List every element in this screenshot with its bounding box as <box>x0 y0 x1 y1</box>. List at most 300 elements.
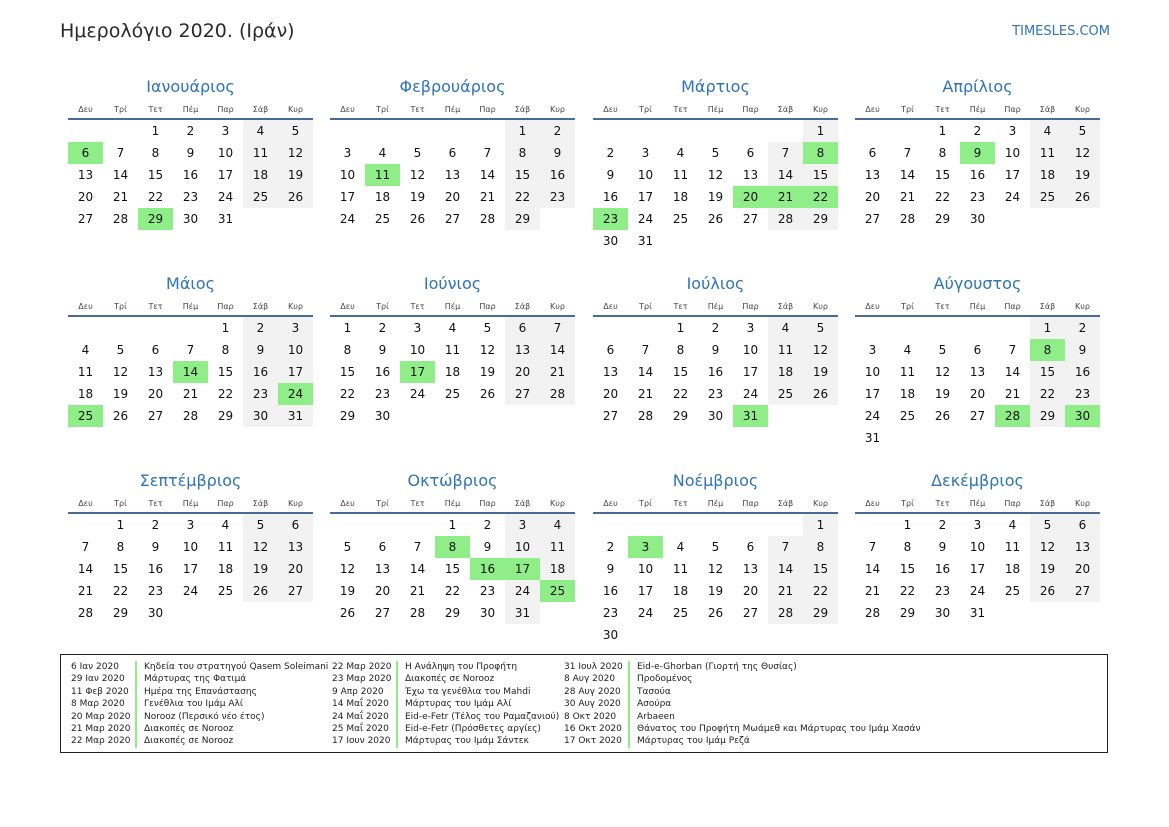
day-cell: 24 <box>409 387 426 401</box>
weekday-header <box>330 495 575 514</box>
weekday-label: Τρί <box>376 302 389 311</box>
day-cell: 12 <box>1065 142 1100 164</box>
month-calendar <box>330 73 575 230</box>
holiday-day-cell: 6 <box>68 142 103 164</box>
day-cell: 2 <box>243 317 278 339</box>
day-cell: 3 <box>186 518 195 532</box>
day-cell: 9 <box>243 339 278 361</box>
weekday-label: Σάβ <box>1039 302 1056 311</box>
day-cell: 20 <box>742 584 759 598</box>
day-cell: 28 <box>637 409 654 423</box>
day-cell: 16 <box>147 562 164 576</box>
day-cell: 14 <box>1004 365 1021 379</box>
weekday-label: Παρ <box>479 105 496 114</box>
day-cell: 24 <box>969 584 986 598</box>
day-cell: 13 <box>505 339 540 361</box>
weekday-label: Κυρ <box>550 302 565 311</box>
day-cell: 4 <box>676 540 685 554</box>
weekday-label: Πέμ <box>182 499 199 508</box>
day-cell: 4 <box>448 321 457 335</box>
day-cell: 4 <box>1030 120 1065 142</box>
day-cell: 12 <box>278 142 313 164</box>
holiday-name: Eid-e-Fetr (Τέλος του Ραμαζανιού) <box>396 711 559 723</box>
day-cell: 23 <box>707 387 724 401</box>
month-name: Ιούλιος <box>686 274 745 293</box>
day-cell: 17 <box>969 562 986 576</box>
day-cell: 21 <box>409 584 426 598</box>
day-cell: 22 <box>899 584 916 598</box>
day-cell: 20 <box>602 387 619 401</box>
holiday-name: Arbaeen <box>628 711 675 723</box>
holiday-day-cell: 30 <box>1065 405 1100 427</box>
day-cell: 29 <box>217 409 234 423</box>
weekday-label: Πέμ <box>707 499 724 508</box>
month-calendar <box>855 467 1100 624</box>
day-cell: 13 <box>602 365 619 379</box>
day-cell: 19 <box>1065 164 1100 186</box>
day-cell: 31 <box>637 234 654 248</box>
weekday-label: Παρ <box>742 105 759 114</box>
day-cell: 20 <box>147 387 164 401</box>
day-cell: 16 <box>243 361 278 383</box>
holiday-name: Μάρτυρας της Φατιμά <box>135 673 246 685</box>
holiday-day-cell: 11 <box>365 164 400 186</box>
day-cell: 9 <box>938 540 947 554</box>
holiday-column <box>71 661 328 748</box>
empty-cell <box>663 120 698 142</box>
weekday-label: Σάβ <box>514 105 531 114</box>
empty-cell <box>68 317 103 339</box>
site-link[interactable]: TIMESLES.COM <box>1012 24 1110 39</box>
holiday-name: Η Ανάληψη του Προφήτη <box>396 661 517 673</box>
days-grid <box>855 514 1100 624</box>
day-cell: 19 <box>479 365 496 379</box>
day-cell: 16 <box>969 168 986 182</box>
day-cell: 22 <box>934 190 951 204</box>
weekday-label: Παρ <box>217 302 234 311</box>
holiday-date: 30 Αυγ 2020 <box>564 699 621 710</box>
weekday-header <box>593 101 838 120</box>
holiday-row <box>332 698 559 710</box>
day-cell: 6 <box>378 540 387 554</box>
day-cell: 23 <box>540 186 575 208</box>
day-cell: 19 <box>339 584 356 598</box>
day-cell: 15 <box>803 164 838 186</box>
empty-cell <box>960 317 995 339</box>
day-cell: 17 <box>1004 168 1021 182</box>
day-cell: 8 <box>803 536 838 558</box>
weekday-label: Σάβ <box>252 302 269 311</box>
day-cell: 2 <box>711 321 720 335</box>
day-cell: 13 <box>864 168 881 182</box>
day-cell: 16 <box>374 365 391 379</box>
day-cell: 5 <box>116 343 125 357</box>
day-cell: 4 <box>243 120 278 142</box>
empty-cell <box>593 317 628 339</box>
weekday-label: Παρ <box>1004 302 1021 311</box>
day-cell: 10 <box>864 365 881 379</box>
day-cell: 10 <box>969 540 986 554</box>
day-cell: 15 <box>899 562 916 576</box>
weekday-label: Σάβ <box>252 499 269 508</box>
day-cell: 24 <box>1004 190 1021 204</box>
day-cell: 14 <box>77 562 94 576</box>
empty-cell <box>400 514 435 536</box>
weekday-label: Δευ <box>603 302 618 311</box>
day-cell: 6 <box>606 343 615 357</box>
day-cell: 27 <box>602 409 619 423</box>
holiday-date: 24 Μαΐ 2020 <box>332 711 389 722</box>
day-cell: 16 <box>1065 361 1100 383</box>
day-cell: 7 <box>540 317 575 339</box>
month-name: Σεπτέμβριος <box>139 471 242 490</box>
holiday-date: 22 Μαρ 2020 <box>71 736 131 747</box>
month-calendar <box>330 270 575 427</box>
day-cell: 27 <box>374 606 391 620</box>
day-cell: 7 <box>1008 343 1017 357</box>
day-cell: 7 <box>116 146 125 160</box>
holiday-name: Προδομένος <box>628 673 692 685</box>
empty-cell <box>890 317 925 339</box>
day-cell: 29 <box>803 208 838 230</box>
holiday-row <box>71 735 328 747</box>
empty-cell <box>365 120 400 142</box>
day-cell: 27 <box>742 212 759 226</box>
weekday-label: Τετ <box>673 302 688 311</box>
day-cell: 29 <box>505 208 540 230</box>
holiday-row <box>71 723 328 735</box>
day-cell: 3 <box>868 343 877 357</box>
day-cell: 25 <box>374 212 391 226</box>
day-cell: 9 <box>151 540 160 554</box>
day-cell: 19 <box>409 190 426 204</box>
holiday-date: 14 Μαΐ 2020 <box>332 699 389 710</box>
day-cell: 27 <box>969 409 986 423</box>
day-cell: 12 <box>479 343 496 357</box>
day-cell: 11 <box>540 536 575 558</box>
holiday-row <box>332 673 559 685</box>
day-cell: 3 <box>746 321 755 335</box>
day-cell: 29 <box>934 212 951 226</box>
day-cell: 20 <box>374 584 391 598</box>
day-cell: 16 <box>182 168 199 182</box>
weekday-label: Τρί <box>901 302 914 311</box>
weekday-header <box>855 298 1100 317</box>
weekday-label: Τετ <box>673 105 688 114</box>
day-cell: 11 <box>444 343 461 357</box>
empty-cell <box>365 514 400 536</box>
empty-cell <box>890 120 925 142</box>
day-cell: 5 <box>1065 120 1100 142</box>
day-cell: 7 <box>413 540 422 554</box>
day-cell: 13 <box>1065 536 1100 558</box>
weekday-label: Πέμ <box>707 302 724 311</box>
day-cell: 20 <box>278 558 313 580</box>
days-grid <box>593 317 838 427</box>
day-cell: 11 <box>243 142 278 164</box>
weekday-label: Τετ <box>148 302 163 311</box>
day-cell: 3 <box>1008 124 1017 138</box>
day-cell: 17 <box>637 190 654 204</box>
day-cell: 1 <box>676 321 685 335</box>
day-cell: 23 <box>243 383 278 405</box>
weekday-label: Τρί <box>901 499 914 508</box>
day-cell: 15 <box>934 168 951 182</box>
day-cell: 8 <box>676 343 685 357</box>
empty-cell <box>103 120 138 142</box>
day-cell: 22 <box>217 387 234 401</box>
day-cell: 27 <box>505 383 540 405</box>
day-cell: 28 <box>409 606 426 620</box>
day-cell: 19 <box>278 164 313 186</box>
day-cell: 28 <box>77 606 94 620</box>
day-cell: 26 <box>707 212 724 226</box>
day-cell: 8 <box>938 146 947 160</box>
day-cell: 25 <box>899 409 916 423</box>
day-cell: 21 <box>112 190 129 204</box>
day-cell: 19 <box>1030 558 1065 580</box>
day-cell: 22 <box>1030 383 1065 405</box>
weekday-label: Δευ <box>865 499 880 508</box>
day-cell: 9 <box>711 343 720 357</box>
day-cell: 3 <box>221 124 230 138</box>
month-name: Ιανουάριος <box>146 77 235 96</box>
day-cell: 6 <box>1065 514 1100 536</box>
day-cell: 29 <box>1030 405 1065 427</box>
holiday-date: 9 Απρ 2020 <box>332 686 384 697</box>
empty-cell <box>593 514 628 536</box>
day-cell: 8 <box>903 540 912 554</box>
holiday-name: Ημέρα της Επανάστασης <box>135 686 257 698</box>
day-cell: 29 <box>444 606 461 620</box>
holiday-day-cell: 3 <box>628 536 663 558</box>
day-cell: 14 <box>479 168 496 182</box>
holiday-row <box>71 673 328 685</box>
day-cell: 6 <box>973 343 982 357</box>
holiday-name: Διακοπές σε Norooz <box>135 723 233 735</box>
weekday-header <box>593 495 838 514</box>
day-cell: 1 <box>448 518 457 532</box>
day-cell: 3 <box>413 321 422 335</box>
weekday-label: Παρ <box>479 499 496 508</box>
empty-cell <box>103 317 138 339</box>
day-cell: 15 <box>803 558 838 580</box>
holiday-date: 25 Μαΐ 2020 <box>332 723 389 734</box>
holiday-row <box>564 686 920 698</box>
weekday-label: Δευ <box>603 105 618 114</box>
day-cell: 2 <box>938 518 947 532</box>
holiday-name: Τασούα <box>628 686 671 698</box>
weekday-label: Πέμ <box>444 499 461 508</box>
day-cell: 9 <box>186 146 195 160</box>
day-cell: 26 <box>112 409 129 423</box>
weekday-label: Σάβ <box>777 302 794 311</box>
day-cell: 17 <box>278 361 313 383</box>
day-cell: 28 <box>540 383 575 405</box>
month-calendar <box>593 73 838 252</box>
weekday-header <box>593 298 838 317</box>
holiday-day-cell: 31 <box>733 405 768 427</box>
month-name: Αύγουστος <box>933 274 1022 293</box>
month-name: Ιούνιος <box>423 274 482 293</box>
weekday-label: Τετ <box>410 302 425 311</box>
day-cell: 22 <box>339 387 356 401</box>
day-cell: 13 <box>742 562 759 576</box>
day-cell: 19 <box>707 584 724 598</box>
day-cell: 29 <box>803 602 838 624</box>
day-cell: 4 <box>540 514 575 536</box>
weekday-label: Κυρ <box>813 105 828 114</box>
holiday-name: Γενέθλια του Ιμάμ Αλί <box>135 698 243 710</box>
month-name: Μάιος <box>166 274 215 293</box>
holiday-day-cell: 8 <box>435 536 470 558</box>
days-grid <box>68 514 313 624</box>
day-cell: 3 <box>278 317 313 339</box>
holiday-day-cell: 23 <box>593 208 628 230</box>
day-cell: 3 <box>505 514 540 536</box>
day-cell: 2 <box>540 120 575 142</box>
day-cell: 18 <box>1030 164 1065 186</box>
day-cell: 30 <box>243 405 278 427</box>
day-cell: 14 <box>864 562 881 576</box>
day-cell: 7 <box>81 540 90 554</box>
day-cell: 24 <box>742 387 759 401</box>
day-cell: 31 <box>864 431 881 445</box>
holiday-day-cell: 8 <box>803 142 838 164</box>
day-cell: 8 <box>151 146 160 160</box>
day-cell: 28 <box>899 212 916 226</box>
empty-cell <box>663 514 698 536</box>
weekday-label: Πέμ <box>444 302 461 311</box>
holiday-date: 23 Μαρ 2020 <box>332 674 392 685</box>
day-cell: 24 <box>637 606 654 620</box>
month-calendar <box>68 73 313 230</box>
day-cell: 27 <box>1065 580 1100 602</box>
day-cell: 3 <box>973 518 982 532</box>
day-cell: 10 <box>1004 146 1021 160</box>
empty-cell <box>855 120 890 142</box>
day-cell: 18 <box>672 190 689 204</box>
weekday-label: Τρί <box>114 499 127 508</box>
day-cell: 9 <box>606 168 615 182</box>
holiday-date: 11 Φεβ 2020 <box>71 686 129 697</box>
weekday-header <box>855 101 1100 120</box>
weekday-label: Παρ <box>1004 499 1021 508</box>
day-cell: 9 <box>378 343 387 357</box>
day-cell: 23 <box>1065 383 1100 405</box>
month-name: Απρίλιος <box>942 77 1013 96</box>
day-cell: 11 <box>672 562 689 576</box>
day-cell: 1 <box>221 321 230 335</box>
weekday-header <box>330 298 575 317</box>
day-cell: 7 <box>768 536 803 558</box>
month-name: Φεβρουάριος <box>399 77 506 96</box>
day-cell: 28 <box>768 602 803 624</box>
weekday-label: Δευ <box>78 499 93 508</box>
days-grid <box>593 514 838 646</box>
day-cell: 9 <box>540 142 575 164</box>
day-cell: 12 <box>112 365 129 379</box>
weekday-label: Δευ <box>865 302 880 311</box>
day-cell: 18 <box>1004 562 1021 576</box>
weekday-label: Δευ <box>340 302 355 311</box>
day-cell: 18 <box>243 164 278 186</box>
weekday-label: Τρί <box>639 302 652 311</box>
day-cell: 2 <box>186 124 195 138</box>
empty-cell <box>768 120 803 142</box>
weekday-label: Κυρ <box>288 105 303 114</box>
day-cell: 12 <box>409 168 426 182</box>
day-cell: 25 <box>672 606 689 620</box>
empty-cell <box>995 317 1030 339</box>
day-cell: 14 <box>768 164 803 186</box>
empty-cell <box>628 120 663 142</box>
holiday-row <box>332 686 559 698</box>
day-cell: 28 <box>864 606 881 620</box>
weekday-label: Πέμ <box>707 105 724 114</box>
day-cell: 30 <box>147 606 164 620</box>
weekday-label: Δευ <box>78 302 93 311</box>
holiday-column <box>564 661 920 748</box>
weekday-label: Τετ <box>410 105 425 114</box>
day-cell: 16 <box>707 365 724 379</box>
day-cell: 22 <box>112 584 129 598</box>
day-cell: 30 <box>602 628 619 642</box>
weekday-label: Τετ <box>935 499 950 508</box>
holiday-day-cell: 22 <box>803 186 838 208</box>
empty-cell <box>400 120 435 142</box>
weekday-label: Παρ <box>217 499 234 508</box>
holiday-row <box>564 723 920 735</box>
day-cell: 21 <box>637 387 654 401</box>
day-cell: 31 <box>505 602 540 624</box>
holiday-row <box>71 711 328 723</box>
weekday-label: Τρί <box>639 499 652 508</box>
day-cell: 11 <box>1030 142 1065 164</box>
day-cell: 6 <box>448 146 457 160</box>
empty-cell <box>698 514 733 536</box>
weekday-label: Πέμ <box>182 105 199 114</box>
day-cell: 26 <box>1065 186 1100 208</box>
month-calendar <box>855 270 1100 449</box>
weekday-label: Τρί <box>114 105 127 114</box>
month-calendar <box>68 467 313 624</box>
day-cell: 27 <box>864 212 881 226</box>
day-cell: 24 <box>505 580 540 602</box>
day-cell: 2 <box>606 146 615 160</box>
day-cell: 23 <box>969 190 986 204</box>
weekday-label: Πέμ <box>444 105 461 114</box>
holiday-day-cell: 20 <box>733 186 768 208</box>
day-cell: 16 <box>602 584 619 598</box>
day-cell: 13 <box>278 536 313 558</box>
holiday-day-cell: 17 <box>400 361 435 383</box>
day-cell: 19 <box>243 558 278 580</box>
day-cell: 20 <box>505 361 540 383</box>
day-cell: 22 <box>803 580 838 602</box>
holiday-date: 17 Οκτ 2020 <box>564 736 622 747</box>
day-cell: 1 <box>343 321 352 335</box>
day-cell: 20 <box>77 190 94 204</box>
day-cell: 12 <box>1030 536 1065 558</box>
holiday-date: 8 Οκτ 2020 <box>564 711 617 722</box>
holiday-name: Διακοπές σε Norooz <box>396 673 494 685</box>
day-cell: 29 <box>339 409 356 423</box>
holiday-name: Θάνατος του Προφήτη Μωάμεθ και Μάρτυρας του Ιμάμ Χασάν <box>628 723 920 735</box>
holiday-date: 20 Μαρ 2020 <box>71 711 131 722</box>
day-cell: 1 <box>151 124 160 138</box>
weekday-label: Κυρ <box>288 499 303 508</box>
